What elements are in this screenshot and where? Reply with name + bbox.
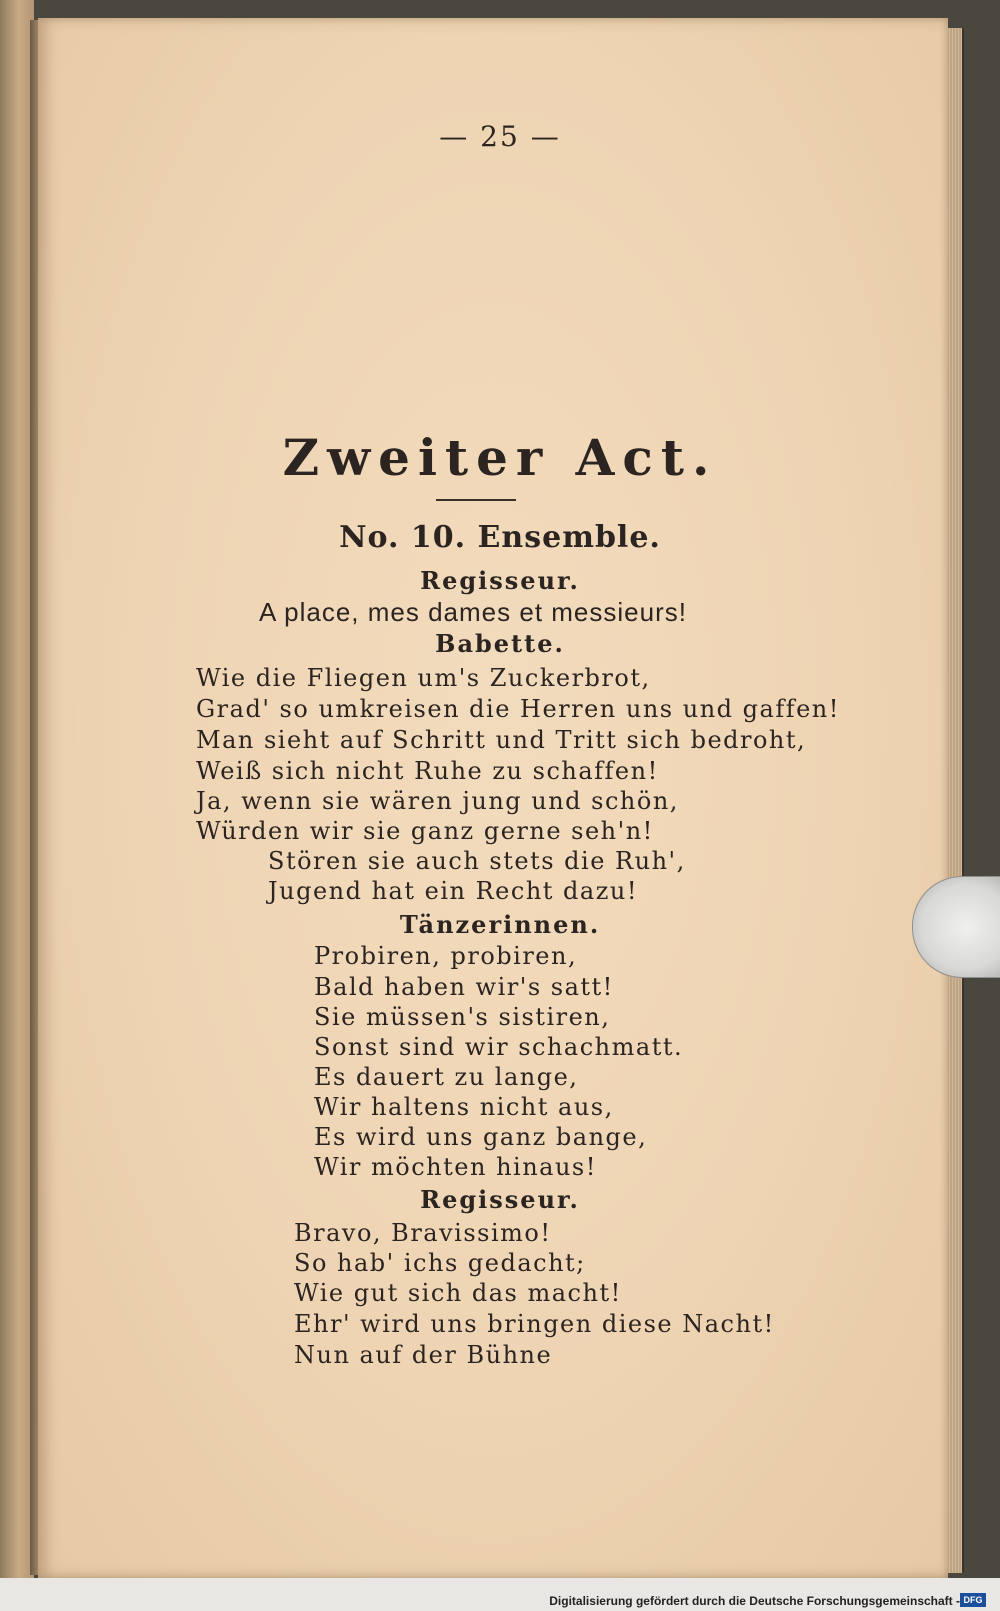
text-line: Es wird uns ganz bange, <box>314 1123 648 1151</box>
speaker-regisseur: Regisseur. <box>420 1185 580 1214</box>
dfg-logo: DFG <box>960 1593 986 1607</box>
text-line: Weiß sich nicht Ruhe zu schaffen! <box>196 757 659 785</box>
text-line: Ehr' wird uns bringen diese Nacht! <box>294 1310 775 1338</box>
text-line: Ja, wenn sie wären jung und schön, <box>196 787 679 815</box>
text-line: Wir möchten hinaus! <box>314 1153 597 1181</box>
number-heading: No. 10. Ensemble. <box>339 520 661 555</box>
footer-credit: Digitalisierung gefördert durch die Deutsche Forschungsgemeinschaft - <box>549 1594 960 1608</box>
text-line: Würden wir sie ganz gerne seh'n! <box>196 817 654 845</box>
text-line: Wie gut sich das macht! <box>294 1279 622 1307</box>
act-title: Zweiter Act. <box>282 428 718 487</box>
text-line: Wir haltens nicht aus, <box>314 1093 614 1121</box>
title-divider <box>436 499 516 501</box>
text-line: Sonst sind wir schachmatt. <box>314 1033 684 1061</box>
page-number: — 25 — <box>439 120 561 153</box>
text-line: Bravo, Bravissimo! <box>294 1219 552 1247</box>
speaker-regisseur: Regisseur. <box>420 566 580 595</box>
text-line: A place, mes dames et messieurs! <box>259 597 687 627</box>
text-line: Jugend hat ein Recht dazu! <box>268 877 638 905</box>
text-line: Nun auf der Bühne <box>294 1341 553 1369</box>
text-line: Grad' so umkreisen die Herren uns und gaffen! <box>196 695 840 723</box>
text-line: Sie müssen's sistiren, <box>314 1003 611 1031</box>
text-line: Es dauert zu lange, <box>314 1063 579 1091</box>
text-line: Man sieht auf Schritt und Tritt sich bedroht, <box>196 726 807 754</box>
left-facing-page <box>0 0 34 1611</box>
text-line: Probiren, probiren, <box>314 942 578 970</box>
speaker-babette: Babette. <box>435 629 565 658</box>
speaker-taenzerinnen: Tänzerinnen. <box>399 910 601 939</box>
text-line: Stören sie auch stets die Ruh', <box>268 847 686 875</box>
page-stack-edge <box>948 28 964 1573</box>
text-line: Wie die Fliegen um's Zuckerbrot, <box>196 664 651 692</box>
text-line: So hab' ichs gedacht; <box>294 1249 586 1277</box>
text-line: Bald haben wir's satt! <box>314 973 614 1001</box>
